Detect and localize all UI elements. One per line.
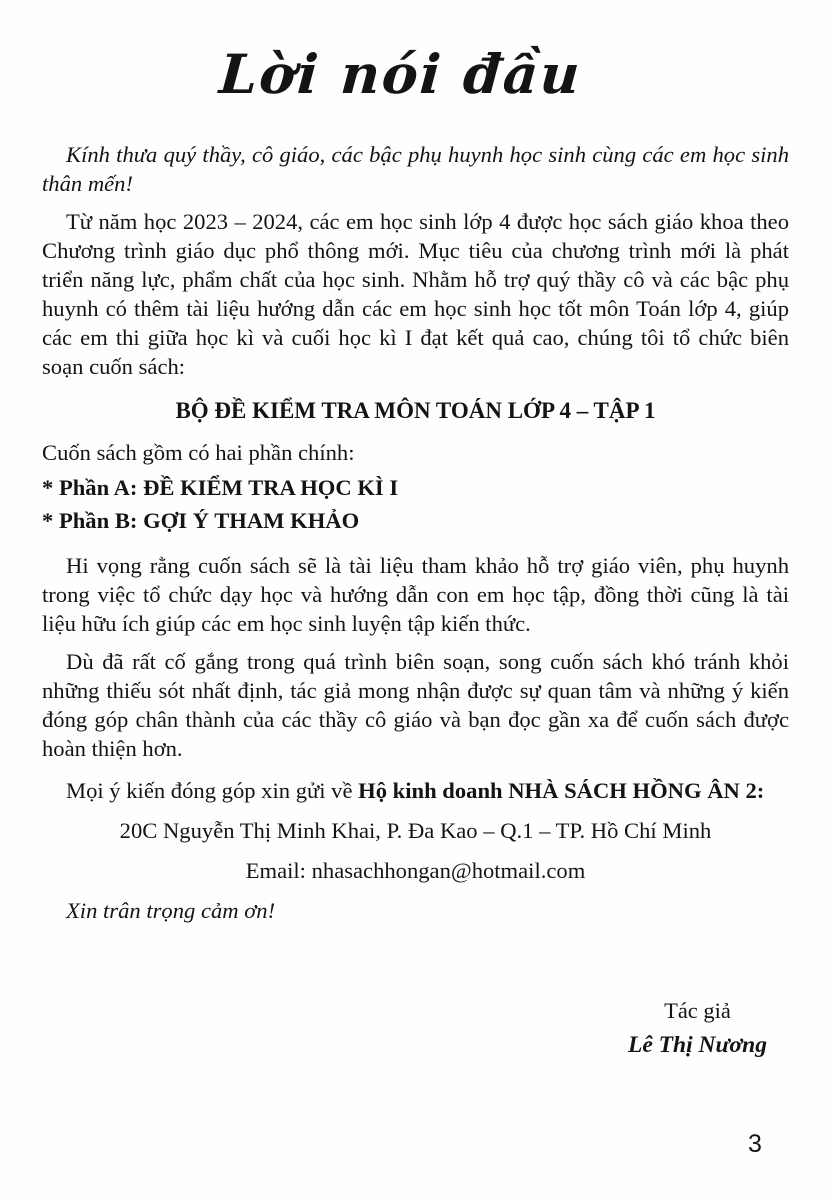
hope-paragraph: Hi vọng rằng cuốn sách sẽ là tài liệu tham khảo hỗ trợ giáo viên, phụ huynh trong việc tổ chức dạy học và hướng dẫn con em học tập, đồng thời cũng là tài liệu hữu ích giúp các em học sinh luyện tập kiến thức. xyxy=(42,553,789,636)
part-b-line: * Phần B: GỢI Ý THAM KHẢO xyxy=(42,508,360,533)
signature-name: Lê Thị Nương xyxy=(628,1032,767,1058)
page-number: 3 xyxy=(748,1130,762,1158)
part-a-line: * Phần A: ĐỀ KIỂM TRA HỌC KÌ I xyxy=(42,475,399,500)
page-title: Lời nói đầu xyxy=(217,42,584,106)
intro-paragraph: Từ năm học 2023 – 2024, các em học sinh lớp 4 được học sách giáo khoa theo Chương trình giáo dục phổ thông mới. Mục tiêu của chương trình mới là phát triển năng lực, phẩm chất của học sinh. Nhằm hỗ trợ quý thầy cô và các bậc phụ huynh có thêm tài liệu hướng dẫn các em học sinh học tốt môn Toán lớp 4, giúp các em thi giữa học kì và cuối học kì I đạt kết quả cao, chúng tôi tổ chức biên soạn cuốn sách: xyxy=(42,209,789,379)
address-line: 20C Nguyễn Thị Minh Khai, P. Đa Kao – Q.1 – TP. Hồ Chí Minh xyxy=(119,818,712,843)
signature-role: Tác giả xyxy=(664,998,731,1023)
contact-paragraph xyxy=(42,776,789,805)
contact-prefix-text: Mọi ý kiến đóng góp xin gửi về xyxy=(66,778,359,803)
greeting-paragraph: Kính thưa quý thầy, cô giáo, các bậc phụ huynh học sinh cùng các em học sinh thân mến! xyxy=(42,142,789,196)
email-line: Email: nhasachhongan@hotmail.com xyxy=(245,858,586,883)
signature-block xyxy=(628,996,767,1062)
contact-store-name: Hộ kinh doanh NHÀ SÁCH HỒNG ÂN 2: xyxy=(358,778,765,803)
thanks-line: Xin trân trọng cảm ơn! xyxy=(66,898,276,923)
book-title: BỘ ĐỀ KIỂM TRA MÔN TOÁN LỚP 4 – TẬP 1 xyxy=(175,398,656,423)
feedback-paragraph: Dù đã rất cố gắng trong quá trình biên soạn, song cuốn sách khó tránh khỏi những thiếu sót nhất định, tác giả mong nhận được sự quan tâm và những ý kiến đóng góp chân thành của các thầy cô giáo và bạn đọc gần xa để cuốn sách được hoàn thiện hơn. xyxy=(42,649,789,761)
parts-intro: Cuốn sách gồm có hai phần chính: xyxy=(42,440,355,465)
